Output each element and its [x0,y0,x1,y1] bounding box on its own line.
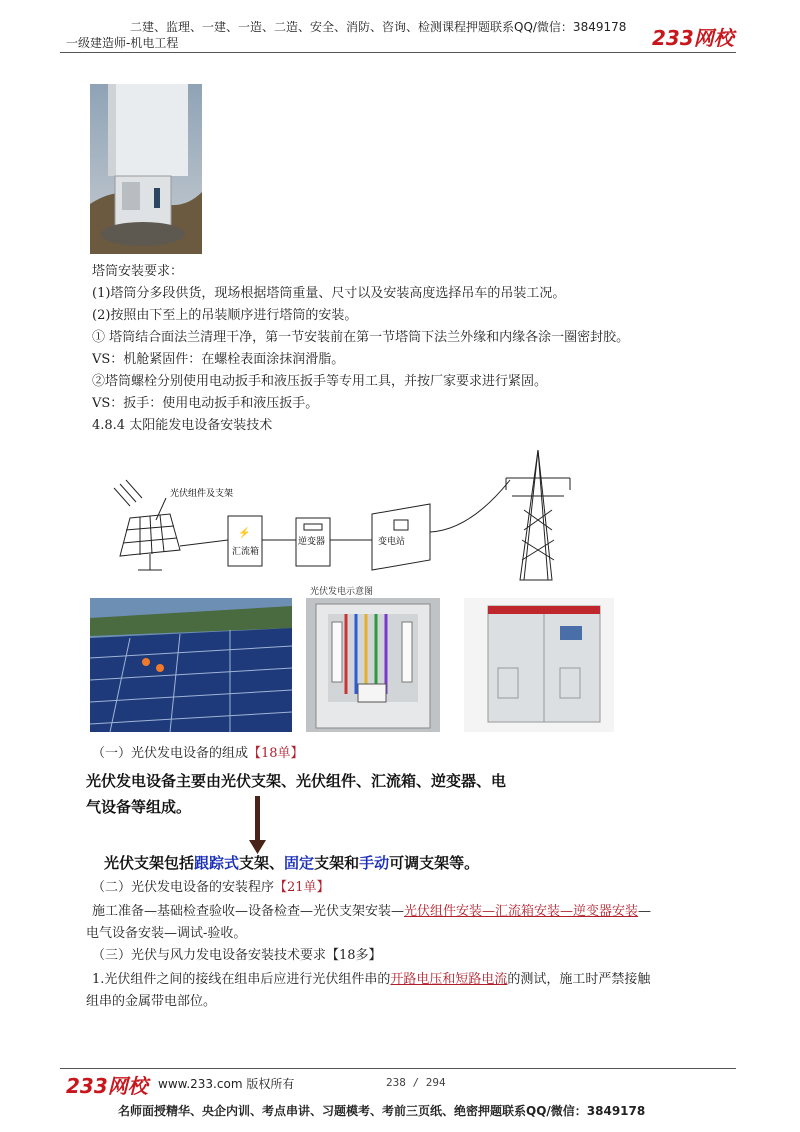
procedure-post: — [638,904,652,919]
footer-divider [60,1068,736,1069]
tower-item-5: ②塔筒螺栓分别使用电动扳手和液压扳手等专用工具，并按厂家要求进行紧固。 [92,374,548,389]
header-logo: 233网校 [652,26,734,50]
sub2-tag: 【21单】 [274,880,330,895]
tower-title: 塔筒安装要求： [92,264,184,279]
sunlight-rays [114,480,142,506]
bracket-suffix: 可调支架等。 [389,854,480,872]
sub2-title: （二）光伏发电设备的安装程序 [92,880,275,895]
combiner-box-photo [306,598,440,732]
header-contact-line: 二建、监理、一建、一造、二造、安全、消防、咨询、检测课程押题联系QQ/微信：3849178 [130,20,627,34]
req1-line-1 [92,970,650,990]
header-subject: 一级建造师-机电工程 [66,36,179,50]
footer-logo: 233网校 [66,1074,148,1098]
sub1-title: （一）光伏发电设备的组成 [92,746,249,761]
arrow-down-icon [246,796,270,854]
bracket-mid2: 支架和 [314,854,360,872]
req1-pre: 1.光伏组件之间的接线在组串后应进行光伏组件串的 [92,972,391,987]
pv-diagram [100,440,600,590]
pv-panel [120,514,180,570]
solar-field-photo [90,598,292,732]
procedure-highlight: 光伏组件安装—汇流箱安装—逆变器安装 [404,904,639,919]
bracket-prefix: 光伏支架包括 [104,854,195,872]
req1-post: 的测试，施工时严禁接触 [507,972,651,987]
label-combiner: 汇流箱 [232,547,260,557]
bracket-tracking: 跟踪式 [194,854,240,872]
bracket-types [104,852,479,873]
procedure-line-2: 电气设备安装—调试-验收。 [86,926,247,941]
procedure-line-1 [92,902,651,922]
tower-item-4: VS：机舱紧固件：在螺栓表面涂抹润滑脂。 [92,352,345,367]
footer-promo-line: 名师面授精华、央企内训、考点串讲、习题模考、考前三页纸、绝密押题联系QQ/微信：3849178 [118,1104,646,1118]
bracket-mid1: 支架、 [239,854,285,872]
tower-item-2: (2)按照由下至上的吊装顺序进行塔筒的安装。 [92,308,358,323]
warning-icon: ⚡ [238,528,251,539]
sub1-heading [92,744,304,764]
bracket-manual: 手动 [359,854,390,872]
tower-photo [90,84,202,254]
header-divider [60,52,736,53]
req1-line-2: 组串的金属带电部位。 [86,994,217,1009]
composition-line-1: 光伏发电设备主要由光伏支架、光伏组件、汇流箱、逆变器、电 [86,772,507,790]
tower-item-1: (1)塔筒分多段供货，现场根据塔筒重量、尺寸以及安装高度选择吊车的吊装工况。 [92,286,566,301]
label-inverter: 逆变器 [298,537,326,547]
tower-item-6: VS：扳手：使用电动扳手和液压扳手。 [92,396,319,411]
transmission-tower [506,450,570,580]
sub2-heading [92,878,330,898]
sub1-tag: 【18单】 [248,746,304,761]
combiner-box [228,516,262,566]
sub3-heading: （三）光伏与风力发电设备安装技术要求【18多】 [92,948,382,963]
inverter-photo [464,598,614,732]
procedure-pre: 施工准备—基础检查验收—设备检查—光伏支架安装— [92,904,405,919]
footer-site: www.233.com 版权所有 [158,1077,295,1091]
solar-heading: 4.8.4 太阳能发电设备安装技术 [92,418,273,433]
diagram-caption: 光伏发电示意图 [310,587,374,597]
composition-line-2: 气设备等组成。 [86,798,192,816]
page-number: 238 / 294 [386,1076,446,1089]
label-panels: 光伏组件及支架 [170,489,234,499]
req1-highlight: 开路电压和短路电流 [390,972,508,987]
bracket-fixed: 固定 [284,854,315,872]
label-substation: 变电站 [378,537,406,547]
tower-item-3: ① 塔筒结合面法兰清理干净，第一节安装前在第一节塔筒下法兰外缘和内缘各涂一圈密封胶。 [92,330,630,345]
